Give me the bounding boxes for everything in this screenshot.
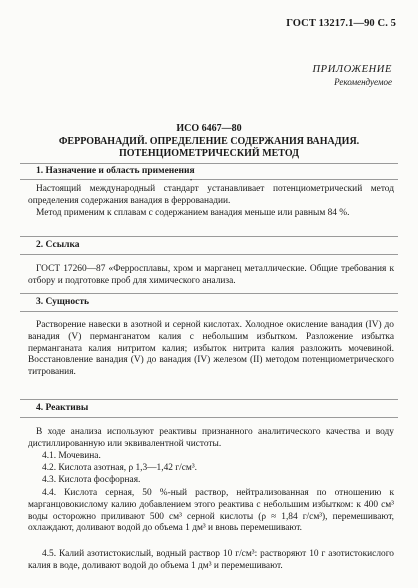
list-item: 4.3. Кислота фосфорная. [42, 475, 141, 485]
document-title [20, 136, 398, 160]
section-heading-1: 1. Назначение и область применения [36, 166, 195, 176]
section-heading-2: 2. Ссылка [36, 240, 80, 250]
paragraph: Растворение навески в азотной и серной кислотах. Холодное окисление ванадия (IV) до ванадия (V) перманганатом калия с небольшим избытком. Разложение избытка перманганата калия нитритом калия; избыток нитрита калия разложить мочевиной. Восстановление ванадия (V) до ванадия (IV) железом (II) методом потенциометрического титрования. [28, 320, 394, 378]
list-item: 4.5. Калий азотистокислый, водный раствор 10 г/см³: растворяют 10 г азотистокислого калия в воде, доливают водой до объема 1 дм³ и перемешивают. [28, 549, 394, 571]
divider [20, 399, 398, 400]
paragraph: Настоящий международный стандарт устанавливает потенциометрический метод определения содержания ванадия в феррованадии. [28, 184, 394, 206]
section-heading-4: 4. Реактивы [36, 403, 89, 413]
section-heading-3: 3. Сущность [36, 297, 90, 307]
divider [20, 293, 398, 294]
divider [20, 163, 398, 164]
iso-number: ИСО 6467—80 [176, 123, 242, 134]
margin-mark: • [190, 178, 193, 184]
divider [20, 179, 398, 180]
paragraph: Метод применим к сплавам с содержанием ванадия меньше или равным 84 %. [36, 208, 350, 218]
appendix-sublabel: Рекомендуемое [334, 77, 392, 87]
divider [20, 254, 398, 255]
list-item: 4.4. Кислота серная, 50 %-ный раствор, нейтрализованная по отношению к марганцовокислому калию добавлением этого реактива с небольшим избытком: к 400 см³ воды осторожно приливают 500 см³ серной кислоты (ρ ≈ 1,84 г/см³), перемешивают, охлаждают, доливают водой до объема 1 дм³ и вновь перемешивают. [28, 488, 394, 534]
list-item: 4.1. Мочевина. [42, 451, 101, 461]
paragraph: ГОСТ 17260—87 «Ферросплавы, хром и марганец металлические. Общие требования к отбору и подготовке проб для химического анализа. [28, 264, 394, 286]
divider [20, 236, 398, 237]
paragraph: В ходе анализа используют реактивы признанного аналитического качества и воду дистиллированную или эквивалентной чистоты. [28, 427, 394, 449]
divider [20, 311, 398, 312]
page-header: ГОСТ 13217.1—90 С. 5 [286, 18, 396, 29]
title-line-2: ПОТЕНЦИОМЕТРИЧЕСКИЙ МЕТОД [118, 148, 300, 159]
appendix-label: ПРИЛОЖЕНИЕ [312, 64, 392, 75]
list-item: 4.2. Кислота азотная, ρ 1,3—1,42 г/см³. [42, 463, 198, 473]
appendix-label-block [313, 64, 393, 88]
divider [20, 417, 398, 418]
title-line-1: ФЕРРОВАНАДИЙ. ОПРЕДЕЛЕНИЕ СОДЕРЖАНИЯ ВАНАДИЯ. [58, 136, 360, 147]
